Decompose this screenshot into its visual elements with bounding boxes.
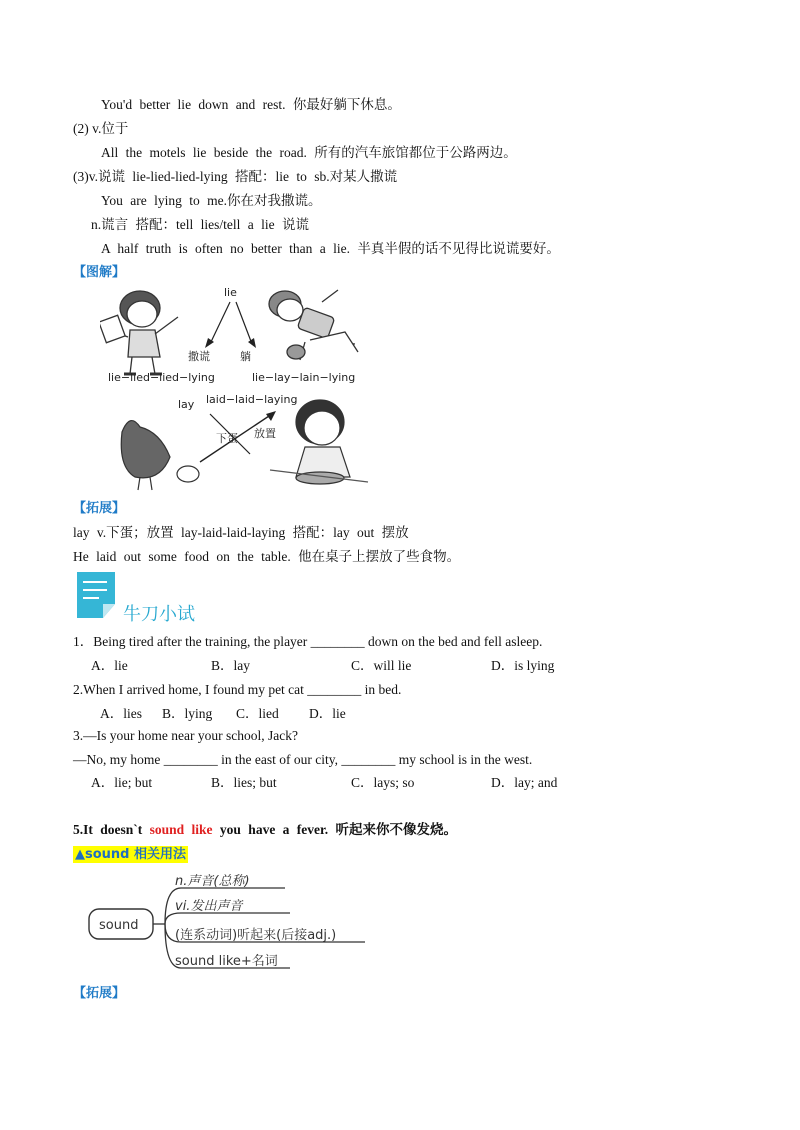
example-sentence-half-truth: A half truth is often no better than a lie. 半真半假的话不见得比说谎要好。 xyxy=(101,241,560,256)
lying-girl-illustration xyxy=(269,290,358,360)
diagram-lie-forms-1: lie−lied−lied−lying xyxy=(108,371,215,384)
question-2: 2.When I arrived home, I found my pet cat ________ in bed. xyxy=(73,682,402,697)
tujie-label: 【图解】 xyxy=(73,265,126,280)
sound-usage-label xyxy=(73,845,188,864)
q3-option-a[interactable]: A．lie; but xyxy=(91,775,153,790)
q1-option-a[interactable]: A．lie xyxy=(91,658,128,673)
tuozhan-label: 【拓展】 xyxy=(73,501,126,516)
q1-option-b[interactable]: B．lay xyxy=(211,658,250,673)
section-title: 牛刀小试 xyxy=(123,604,195,625)
q2-option-a[interactable]: A．lies xyxy=(100,706,142,721)
meaning-3-heading: (3)v.说谎 lie-lied-lied-lying 搭配：lie to sb.对某人撒谎 xyxy=(73,169,398,184)
question-3-reply: —No, my home ________ in the east of our city, ________ my school is in the west. xyxy=(73,752,533,767)
q2-option-c[interactable]: C．lied xyxy=(236,706,279,721)
example-sentence-lying: You are lying to me.你在对我撒谎。 xyxy=(101,193,322,208)
q3-option-b[interactable]: B．lies; but xyxy=(211,775,277,790)
example-sentence-rest: You'd better lie down and rest. 你最好躺下休息。 xyxy=(101,97,401,112)
item-5-post: you have a fever. 听起来你不像发烧。 xyxy=(212,822,458,837)
mindmap-center: sound xyxy=(99,918,139,933)
extension-example: He laid out some food on the table. 他在桌子上摆放了些食物。 xyxy=(73,549,461,564)
pencil-note-icon xyxy=(75,570,123,620)
extension-lay: lay v.下蛋；放置 lay-laid-laid-laying 搭配：lay out 摆放 xyxy=(73,525,409,540)
item-5-highlight: sound like xyxy=(149,822,213,837)
diagram-fangzhi: 放置 xyxy=(254,427,276,440)
q1-option-d[interactable]: D．is lying xyxy=(491,658,555,673)
diagram-lay-forms: laid−laid−laying xyxy=(206,393,298,406)
mindmap-branch-4: sound like+名词 xyxy=(175,954,278,969)
section-header xyxy=(75,570,275,625)
boy-illustration xyxy=(100,291,178,374)
diagram-xiadan: 下蛋 xyxy=(216,432,238,445)
hen-illustration xyxy=(121,421,199,490)
mindmap-branch-1: n.声音(总称) xyxy=(175,874,250,889)
mindmap-branch-3: (连系动词)听起来(后接adj.) xyxy=(175,928,337,943)
q2-option-d[interactable]: D．lie xyxy=(309,706,346,721)
diagram-lay-word: lay xyxy=(178,398,195,411)
example-sentence-motels: All the motels lie beside the road. 所有的汽车旅馆都位于公路两边。 xyxy=(101,145,517,160)
item-5-heading xyxy=(73,821,457,839)
q3-option-c[interactable]: C．lays; so xyxy=(351,775,415,790)
sound-usage-highlight: ▲sound 相关用法 xyxy=(75,847,187,862)
question-1: 1．Being tired after the training, the player ________ down on the bed and fell asleep. xyxy=(73,634,543,649)
meaning-2-heading: (2) v.位于 xyxy=(73,121,129,136)
q3-option-d[interactable]: D．lay; and xyxy=(491,775,558,790)
tuozhan-label-2: 【拓展】 xyxy=(73,986,126,1001)
diagram-sahuang: 撒谎 xyxy=(188,350,210,363)
diagram-tang: 躺 xyxy=(240,350,251,363)
noun-meaning: n.谎言 搭配：tell lies/tell a lie 说谎 xyxy=(91,217,309,232)
question-3: 3.—Is your home near your school, Jack? xyxy=(73,728,298,743)
sound-mindmap xyxy=(85,866,385,976)
girl-plate-illustration xyxy=(270,400,368,484)
item-5-pre: 5.It doesn`t xyxy=(73,822,150,837)
mindmap-branch-2: vi.发出声音 xyxy=(175,899,243,914)
q1-option-c[interactable]: C．will lie xyxy=(351,658,412,673)
diagram-lie-word: lie xyxy=(224,286,237,299)
lie-lay-diagram xyxy=(100,282,380,494)
diagram-lie-forms-2: lie−lay−lain−lying xyxy=(252,371,356,384)
q2-option-b[interactable]: B．lying xyxy=(162,706,213,721)
